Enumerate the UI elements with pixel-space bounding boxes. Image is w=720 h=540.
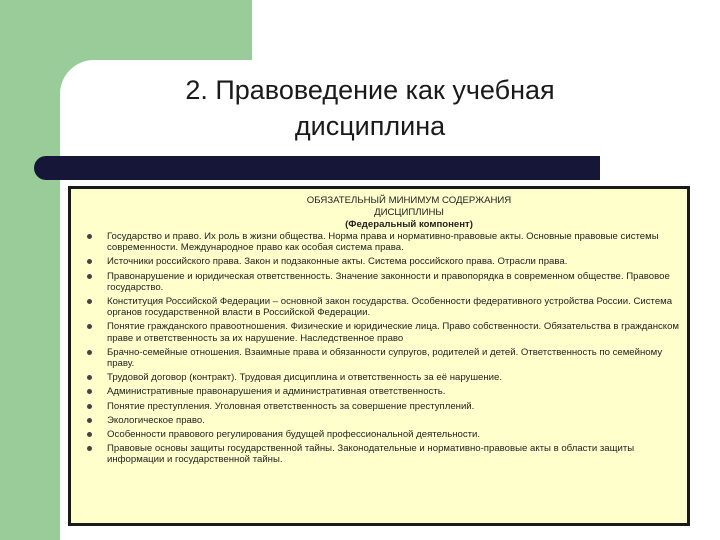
list-item [77, 256, 681, 267]
decorative-divider-bar [34, 156, 600, 180]
list-item [77, 415, 681, 426]
list-item [77, 231, 681, 253]
bullet-icon [87, 404, 92, 409]
content-heading [137, 195, 681, 231]
bullet-icon [87, 259, 92, 264]
heading-line3: (Федеральный компонент) [345, 219, 473, 230]
list-item [77, 401, 681, 412]
list-item [77, 372, 681, 383]
list-item-text: Правонарушение и юридическая ответственность. Значение законности и правопорядка в современном обществе. Правовое государство. [107, 270, 670, 293]
list-item-text: Экологическое право. [107, 414, 205, 426]
list-item [77, 429, 681, 440]
list-item-text: Трудовой договор (контракт). Трудовая дисциплина и ответственность за её нарушение. [107, 372, 503, 384]
content-box [68, 186, 690, 526]
list-item-text: Брачно-семейные отношения. Взаимные права и обязанности супругов, родителей и детей. Ответственность по семейному праву. [107, 346, 663, 370]
list-item-text: Понятие гражданского правоотношения. Физические и юридические лица. Право собственности. Обязательства в гражданском праве и ответственность за их нарушение. Наследственное право [107, 321, 680, 344]
list-item [77, 443, 681, 465]
bullet-icon [87, 274, 92, 279]
slide-title-line1: 2. Правоведение как учебная [185, 75, 555, 105]
bullet-icon [87, 389, 92, 394]
bullet-icon [87, 350, 92, 355]
list-item-text: Понятие преступления. Уголовная ответственность за совершение преступлений. [107, 400, 475, 412]
bullet-icon [87, 446, 92, 451]
list-item [77, 321, 681, 343]
list-item [77, 386, 681, 397]
bullet-icon [87, 234, 92, 239]
list-item-text: Конституция Российской Федерации – основной закон государства. Особенности федеративного устройства России. Система органов государственной власти в Российской Федерации. [107, 296, 673, 319]
list-item [77, 296, 681, 318]
list-item [77, 347, 681, 369]
bullet-icon [87, 324, 92, 329]
requirements-list [77, 231, 681, 466]
list-item-text: Особенности правового регулирования будущей профессиональной деятельности. [107, 429, 481, 441]
bullet-icon [87, 375, 92, 380]
list-item [77, 271, 681, 293]
list-item-text: Правовые основы защиты государственной тайны. Законодательные и нормативно-правовые акты в области защиты информации и государственной тайны. [107, 443, 635, 466]
list-item-text: Государство и право. Их роль в жизни общества. Норма права и нормативно-правовые акты. Основные правовые системы современности. Международное право как особая система права. [107, 231, 659, 254]
slide-title-line2: дисциплина [294, 111, 446, 141]
heading-line1: ОБЯЗАТЕЛЬНЫЙ МИНИМУМ СОДЕРЖАНИЯ [306, 195, 512, 206]
slide-title [110, 72, 630, 144]
bullet-icon [87, 299, 92, 304]
heading-line2: ДИСЦИПЛИНЫ [374, 207, 444, 218]
bullet-icon [87, 418, 92, 423]
bullet-icon [87, 432, 92, 437]
list-item-text: Источники российского права. Закон и подзаконные акты. Система российского права. Отрасли права. [107, 256, 568, 268]
list-item-text: Административные правонарушения и административная ответственность. [107, 386, 446, 398]
